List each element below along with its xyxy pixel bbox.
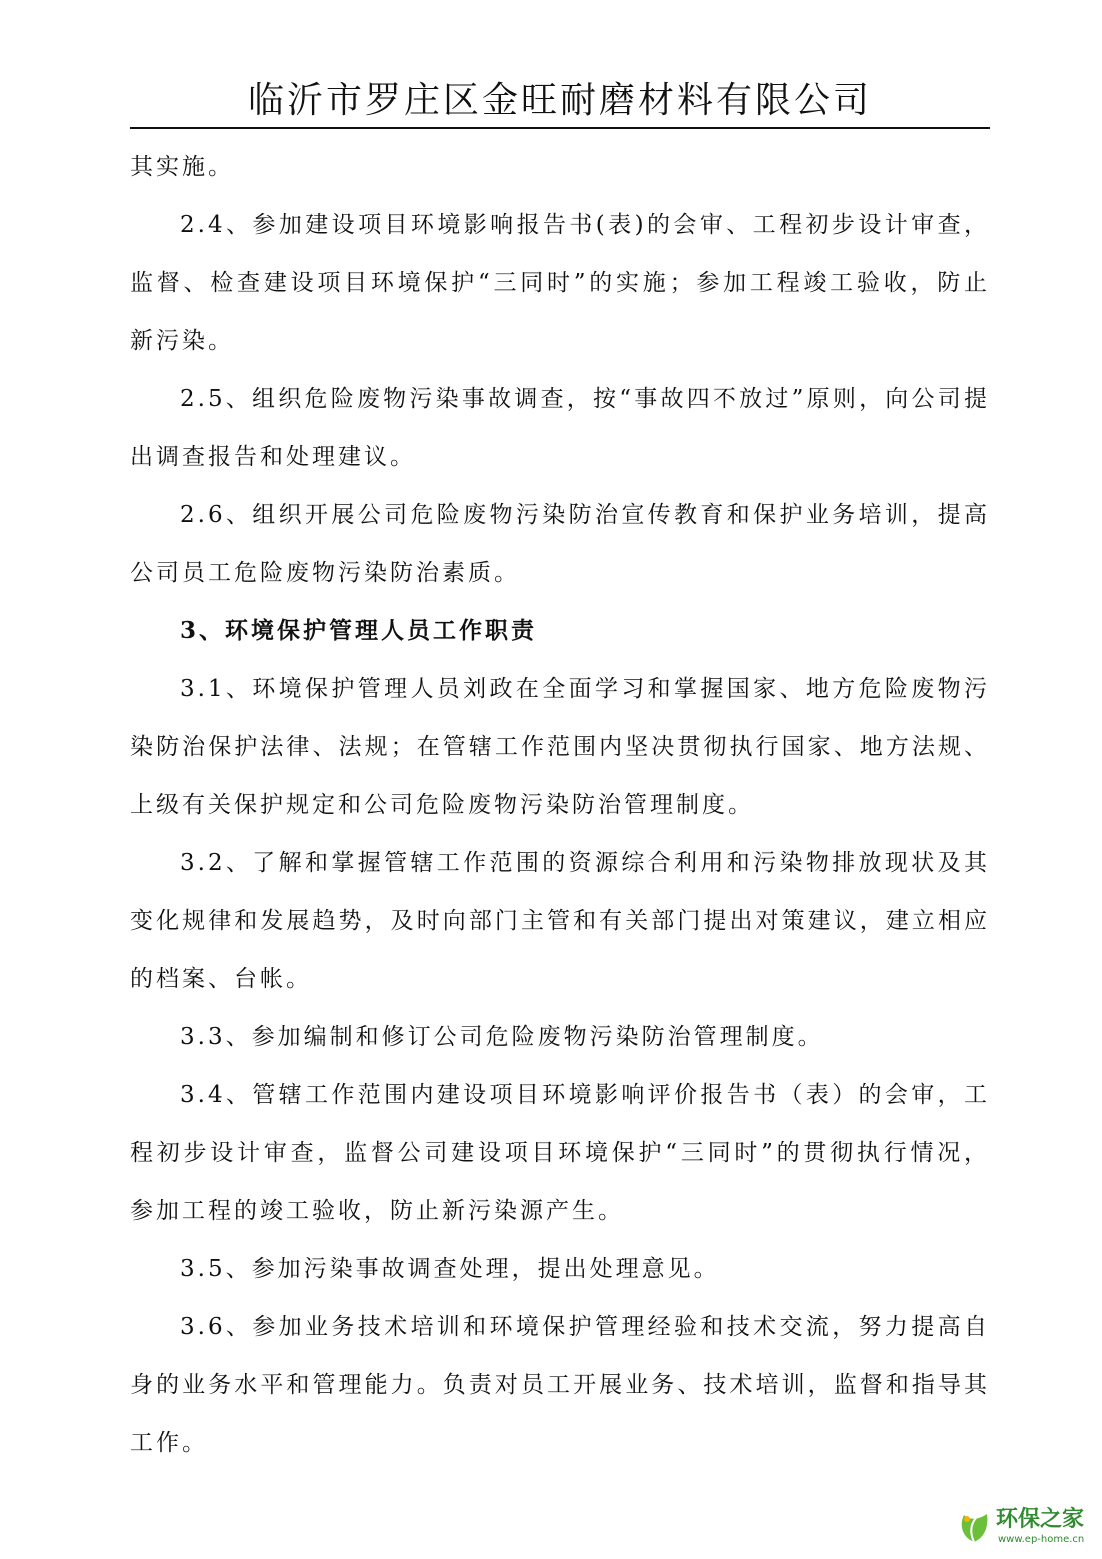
paragraph-3-1: 3.1、环境保护管理人员刘政在全面学习和掌握国家、地方危险废物污染防治保护法律、法规；在管辖工作范围内坚决贯彻执行国家、地方法规、上级有关保护规定和公司危险废物污染防治管理制度。 xyxy=(130,676,990,818)
page-header-company: 临沂市罗庄区金旺耐磨材料有限公司 xyxy=(247,80,872,121)
paragraph-3-3: 3.3、参加编制和修订公司危险废物污染防治管理制度。 xyxy=(180,1024,824,1050)
watermark-name: 环保之家 xyxy=(996,1507,1085,1532)
paragraph-3-2: 3.2、了解和掌握管辖工作范围的资源综合利用和污染物排放现状及其变化规律和发展趋势，及时向部门主管和有关部门提出对策建议，建立相应的档案、台帐。 xyxy=(130,850,990,992)
paragraph-2-6: 2.6、组织开展公司危险废物污染防治宣传教育和保护业务培训，提高公司员工危险废物污染防治素质。 xyxy=(130,502,990,586)
leaf-logo-icon xyxy=(956,1509,992,1545)
paragraph-continuation: 其实施。 xyxy=(130,154,234,180)
watermark xyxy=(956,1507,1096,1551)
section-heading-3: 3、环境保护管理人员工作职责 xyxy=(180,617,538,644)
header-divider xyxy=(130,127,990,129)
document-body xyxy=(130,138,990,1472)
paragraph-3-5: 3.5、参加污染事故调查处理，提出处理意见。 xyxy=(180,1256,720,1282)
paragraph-2-5: 2.5、组织危险废物污染事故调查，按“事故四不放过”原则，向公司提出调查报告和处理建议。 xyxy=(130,386,990,470)
paragraph-2-4: 2.4、参加建设项目环境影响报告书(表)的会审、工程初步设计审查，监督、检查建设项目环境保护“三同时”的实施；参加工程竣工验收，防止新污染。 xyxy=(130,212,990,354)
paragraph-3-4: 3.4、管辖工作范围内建设项目环境影响评价报告书（表）的会审，工程初步设计审查，监督公司建设项目环境保护“三同时”的贯彻执行情况，参加工程的竣工验收，防止新污染源产生。 xyxy=(130,1082,990,1224)
paragraph-3-6: 3.6、参加业务技术培训和环境保护管理经验和技术交流，努力提高自身的业务水平和管理能力。负责对员工开展业务、技术培训，监督和指导其工作。 xyxy=(130,1314,990,1456)
watermark-url: www.ep-home.cn xyxy=(998,1534,1085,1545)
